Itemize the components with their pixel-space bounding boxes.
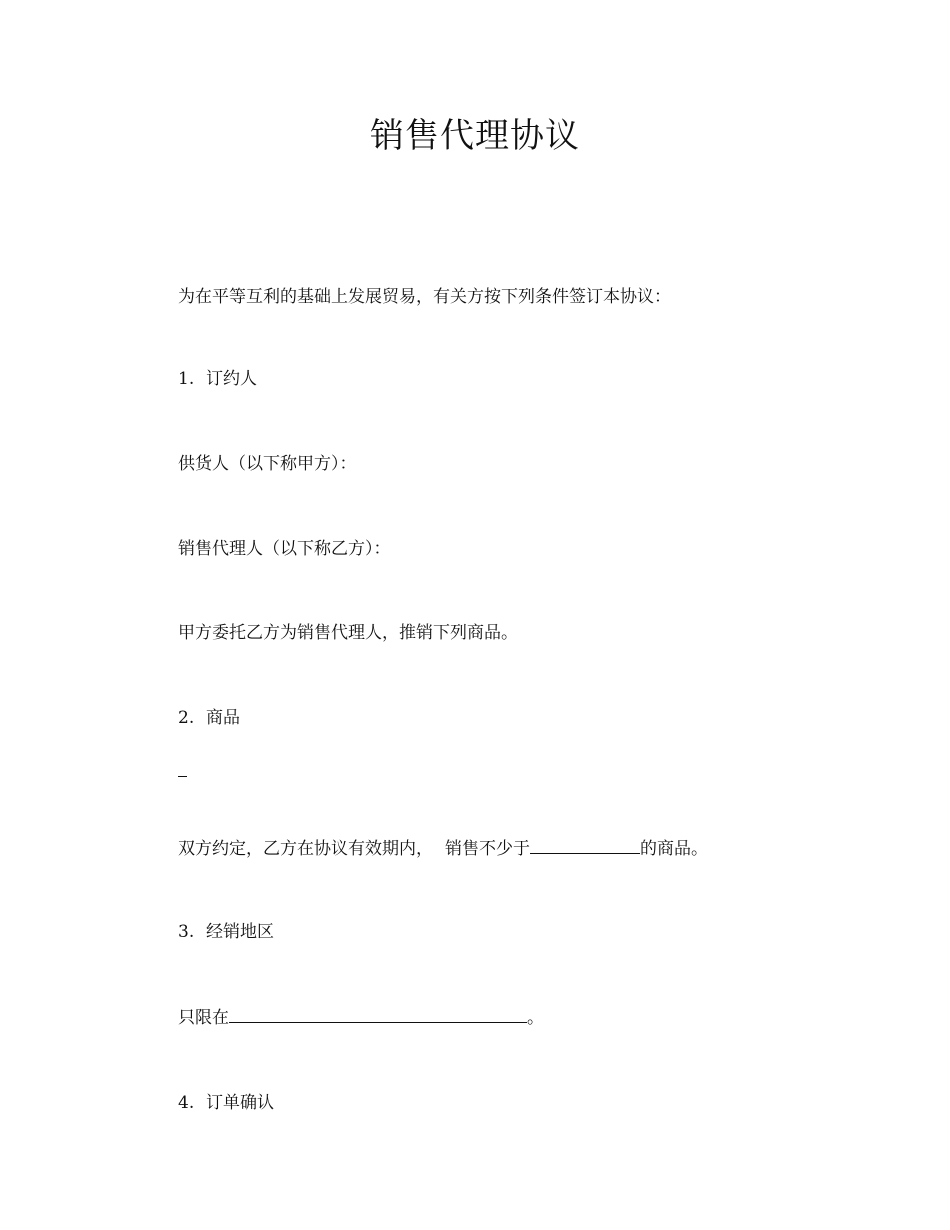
- section-2-title: 商品: [206, 708, 240, 728]
- document-title: 销售代理协议: [370, 116, 580, 156]
- agent-line: 销售代理人（以下称乙方）：: [178, 539, 391, 559]
- territory-line: [178, 1005, 544, 1030]
- territory-text-1: 只限在: [178, 1008, 229, 1028]
- section-1-number: 1.: [178, 369, 195, 389]
- section-1-heading: [178, 367, 257, 391]
- territory-text-2: 。: [527, 1008, 544, 1028]
- section-4-number: 4.: [178, 1093, 195, 1113]
- sales-agreement-line: [178, 836, 708, 861]
- section-4-title: 订单确认: [206, 1093, 274, 1113]
- section-3-heading: [178, 920, 274, 944]
- sales-agreement-text-3: 的商品。: [640, 839, 708, 859]
- section-2-number: 2.: [178, 708, 195, 728]
- entrust-line: 甲方委托乙方为销售代理人，推销下列商品。: [178, 623, 518, 643]
- section-3-title: 经销地区: [206, 922, 274, 942]
- sales-amount-blank[interactable]: [530, 836, 640, 854]
- section-2-heading: [178, 706, 240, 730]
- section-4-heading: [178, 1091, 274, 1115]
- sales-agreement-text-1: 双方约定，乙方在协议有效期内，: [178, 839, 433, 859]
- intro-paragraph: 为在平等互利的基础上发展贸易，有关方按下列条件签订本协议：: [178, 287, 671, 307]
- supplier-line: 供货人（以下称甲方）：: [178, 454, 357, 474]
- sales-agreement-text-2: 销售不少于: [445, 839, 530, 859]
- section-1-title: 订约人: [206, 369, 257, 389]
- section-3-number: 3.: [178, 922, 195, 942]
- territory-blank[interactable]: [229, 1005, 527, 1023]
- empty-product-marker: [178, 764, 187, 777]
